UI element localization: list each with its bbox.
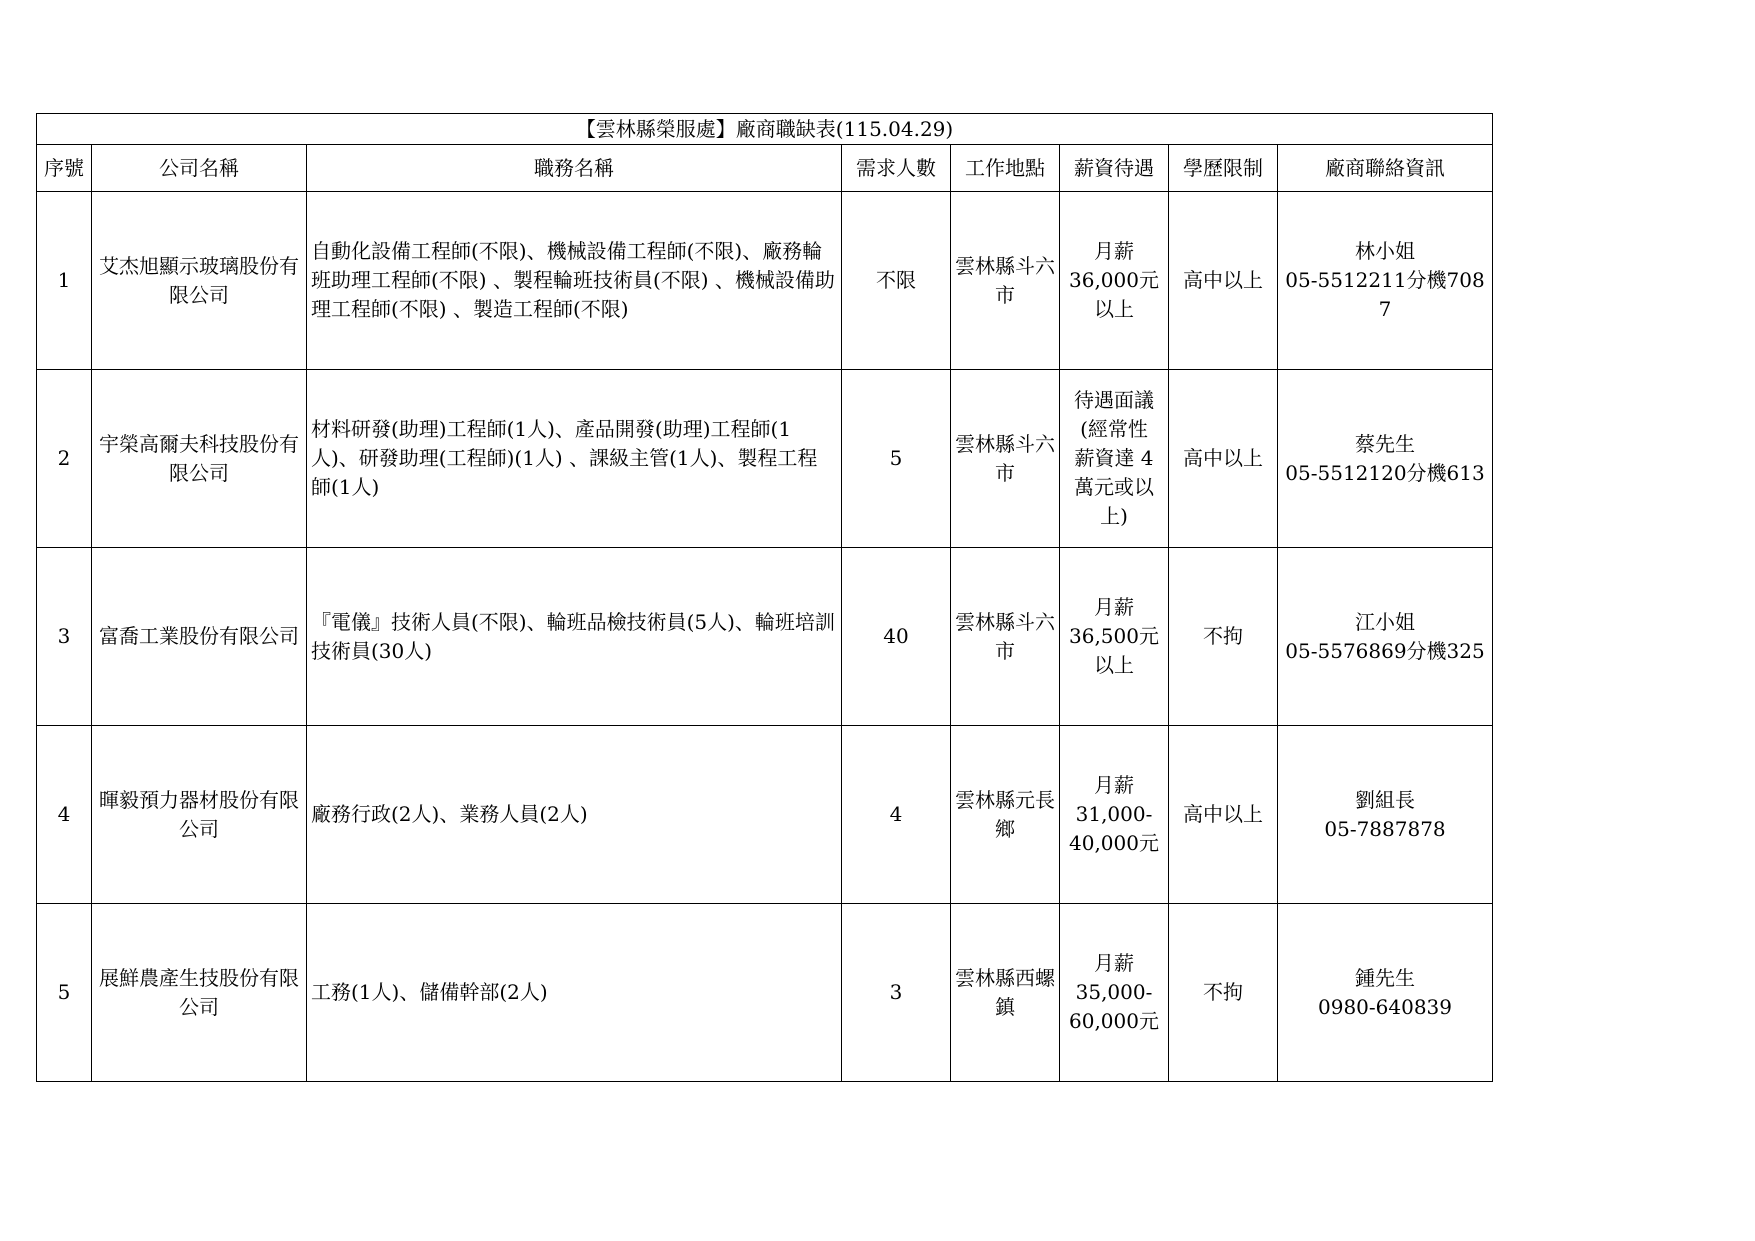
header-education: 學歷限制 xyxy=(1169,145,1278,192)
position-names-cell: 廠務行政(2人)、業務人員(2人) xyxy=(307,726,842,904)
header-serial-number: 序號 xyxy=(37,145,92,192)
table-row xyxy=(37,548,1493,726)
company-name-cell: 艾杰旭顯示玻璃股份有限公司 xyxy=(92,192,307,370)
table-title-row xyxy=(37,114,1493,145)
work-location-cell: 雲林縣斗六市 xyxy=(951,192,1060,370)
contact-info-cell: 蔡先生 05-5512120分機613 xyxy=(1278,370,1493,548)
headcount-cell: 4 xyxy=(842,726,951,904)
contact-info-cell: 鍾先生 0980-640839 xyxy=(1278,904,1493,1082)
header-position-names: 職務名稱 xyxy=(307,145,842,192)
headcount-cell: 不限 xyxy=(842,192,951,370)
serial-number-cell: 5 xyxy=(37,904,92,1082)
headcount-cell: 40 xyxy=(842,548,951,726)
position-names-cell: 自動化設備工程師(不限)、機械設備工程師(不限)、廠務輪班助理工程師(不限) 、製程輪班技術員(不限) 、機械設備助理工程師(不限) 、製造工程師(不限) xyxy=(307,192,842,370)
salary-cell: 待遇面議 (經常性 薪資達 4 萬元或以 上) xyxy=(1060,370,1169,548)
salary-cell: 月薪 35,000- 60,000元 xyxy=(1060,904,1169,1082)
contact-info-cell: 林小姐 05-5512211分機7087 xyxy=(1278,192,1493,370)
table-title: 【雲林縣榮服處】廠商職缺表(115.04.29) xyxy=(37,114,1493,145)
salary-cell: 月薪 36,500元 以上 xyxy=(1060,548,1169,726)
serial-number-cell: 4 xyxy=(37,726,92,904)
education-cell: 高中以上 xyxy=(1169,370,1278,548)
headcount-cell: 3 xyxy=(842,904,951,1082)
table-row xyxy=(37,370,1493,548)
serial-number-cell: 2 xyxy=(37,370,92,548)
table-header-row xyxy=(37,145,1493,192)
table-row xyxy=(37,192,1493,370)
education-cell: 不拘 xyxy=(1169,548,1278,726)
header-salary: 薪資待遇 xyxy=(1060,145,1169,192)
headcount-cell: 5 xyxy=(842,370,951,548)
header-contact-info: 廠商聯絡資訊 xyxy=(1278,145,1493,192)
work-location-cell: 雲林縣西螺鎮 xyxy=(951,904,1060,1082)
serial-number-cell: 3 xyxy=(37,548,92,726)
serial-number-cell: 1 xyxy=(37,192,92,370)
contact-info-cell: 劉組長 05-7887878 xyxy=(1278,726,1493,904)
position-names-cell: 『電儀』技術人員(不限)、輪班品檢技術員(5人)、輪班培訓技術員(30人) xyxy=(307,548,842,726)
education-cell: 不拘 xyxy=(1169,904,1278,1082)
job-vacancy-table xyxy=(36,113,1493,1082)
header-headcount: 需求人數 xyxy=(842,145,951,192)
header-work-location: 工作地點 xyxy=(951,145,1060,192)
table-row xyxy=(37,904,1493,1082)
company-name-cell: 宇榮高爾夫科技股份有限公司 xyxy=(92,370,307,548)
salary-cell: 月薪 36,000元 以上 xyxy=(1060,192,1169,370)
company-name-cell: 展鮮農產生技股份有限公司 xyxy=(92,904,307,1082)
education-cell: 高中以上 xyxy=(1169,726,1278,904)
company-name-cell: 富喬工業股份有限公司 xyxy=(92,548,307,726)
table-row xyxy=(37,726,1493,904)
position-names-cell: 工務(1人)、儲備幹部(2人) xyxy=(307,904,842,1082)
header-company-name: 公司名稱 xyxy=(92,145,307,192)
education-cell: 高中以上 xyxy=(1169,192,1278,370)
contact-info-cell: 江小姐 05-5576869分機325 xyxy=(1278,548,1493,726)
salary-cell: 月薪 31,000- 40,000元 xyxy=(1060,726,1169,904)
work-location-cell: 雲林縣元長鄉 xyxy=(951,726,1060,904)
company-name-cell: 暉毅預力器材股份有限公司 xyxy=(92,726,307,904)
position-names-cell: 材料研發(助理)工程師(1人)、產品開發(助理)工程師(1人)、研發助理(工程師)(1人) 、課級主管(1人)、製程工程師(1人) xyxy=(307,370,842,548)
work-location-cell: 雲林縣斗六市 xyxy=(951,548,1060,726)
work-location-cell: 雲林縣斗六市 xyxy=(951,370,1060,548)
